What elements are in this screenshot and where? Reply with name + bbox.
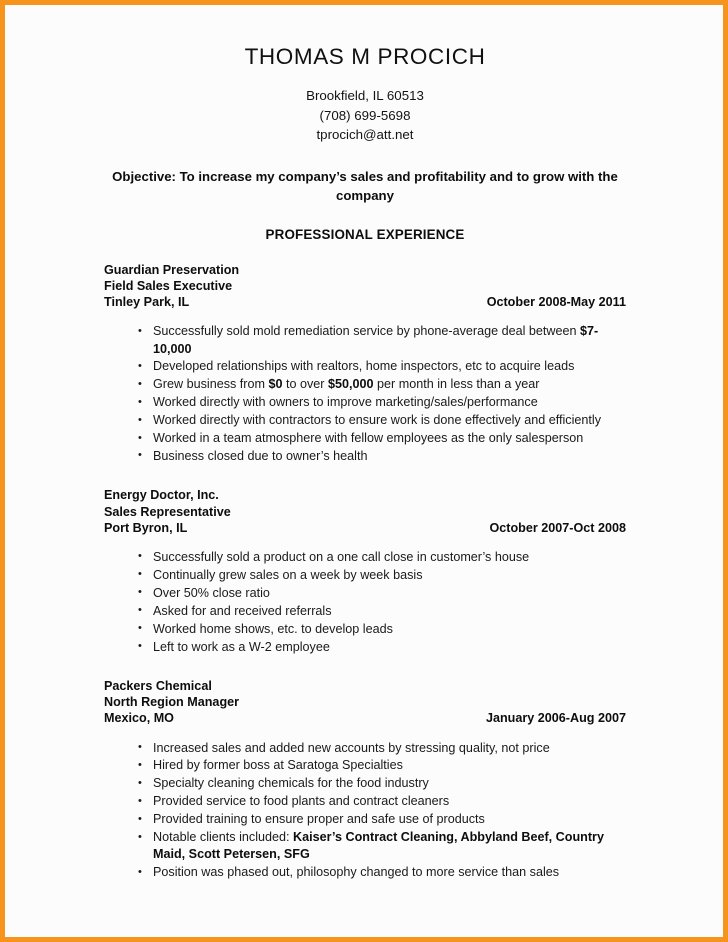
job-company: Packers Chemical xyxy=(104,678,212,693)
job-entry xyxy=(104,487,626,656)
bullet-text: Position was phased out, philosophy changed to more service than sales xyxy=(153,865,560,880)
contact-location: Brookfield, IL 60513 xyxy=(306,88,424,103)
bullet-text: Worked directly with owners to improve marketing/sales/performance xyxy=(153,395,538,410)
job-dates: October 2007-Oct 2008 xyxy=(489,520,626,535)
list-item xyxy=(104,829,626,864)
list-item xyxy=(104,864,626,881)
bullet-emphasis: $7-10,000 xyxy=(153,324,599,356)
objective-statement: Objective: To increase my company’s sales and profitability and to grow with the company xyxy=(112,168,618,203)
job-location: Tinley Park, IL xyxy=(104,294,190,309)
page-title: THOMAS M PROCICH xyxy=(244,44,486,69)
list-item xyxy=(104,448,626,465)
bullet-text: Hired by former boss at Saratoga Specialties xyxy=(153,758,403,773)
list-item xyxy=(104,323,626,358)
bullet-text: Left to work as a W-2 employee xyxy=(153,639,330,654)
list-item xyxy=(104,603,626,620)
list-item xyxy=(104,757,626,774)
resume-sheet xyxy=(5,5,723,937)
bullet-emphasis: $0 xyxy=(268,377,283,392)
list-item xyxy=(104,358,626,375)
bullet-text: Worked home shows, etc. to develop leads xyxy=(153,621,393,636)
list-item xyxy=(104,775,626,792)
list-item xyxy=(104,430,626,447)
list-item xyxy=(104,639,626,656)
bullet-text: Successfully sold a product on a one call close in customer’s house xyxy=(153,549,530,564)
job-location-date-row xyxy=(104,294,626,310)
resume-content xyxy=(104,43,626,882)
bullet-text: to over xyxy=(282,377,328,392)
resume-sections xyxy=(104,227,626,882)
job-bullet-list xyxy=(104,323,626,465)
list-item xyxy=(104,621,626,638)
list-item xyxy=(104,567,626,584)
bullet-text: Developed relationships with realtors, home inspectors, etc to acquire leads xyxy=(153,359,575,374)
bullet-text: Business closed due to owner’s health xyxy=(153,448,368,463)
list-item xyxy=(104,412,626,429)
job-location-date-row xyxy=(104,520,626,536)
bullet-emphasis: $50,000 xyxy=(328,377,374,392)
job-entry xyxy=(104,262,626,466)
bullet-text: Grew business from xyxy=(153,377,269,392)
bullet-text: per month in less than a year xyxy=(373,377,540,392)
job-title: Sales Representative xyxy=(104,504,231,519)
bullet-text: Provided training to ensure proper and safe use of products xyxy=(153,812,485,827)
bullet-text: Notable clients included: xyxy=(153,830,294,845)
list-item xyxy=(104,585,626,602)
section-heading: PROFESSIONAL EXPERIENCE xyxy=(265,226,465,242)
contact-phone: (708) 699-5698 xyxy=(319,107,411,123)
job-bullet-list xyxy=(104,549,626,656)
job-entry xyxy=(104,678,626,882)
job-location-date-row xyxy=(104,710,626,726)
bullet-text: Specialty cleaning chemicals for the food industry xyxy=(153,776,429,791)
bullet-text: Continually grew sales on a week by week basis xyxy=(153,567,423,582)
list-item xyxy=(104,394,626,411)
list-item xyxy=(104,376,626,393)
bullet-text: Worked directly with contractors to ensure work is done effectively and efficiently xyxy=(153,413,601,428)
list-item xyxy=(104,793,626,810)
contact-email: tprocich@att.net xyxy=(316,127,414,142)
job-location: Mexico, MO xyxy=(104,711,174,726)
job-location: Port Byron, IL xyxy=(104,520,188,535)
bullet-text: Successfully sold mold remediation service by phone-average deal between xyxy=(153,324,581,339)
job-bullet-list xyxy=(104,740,626,882)
bullet-text: Provided service to food plants and contract cleaners xyxy=(153,794,450,809)
bullet-text: Worked in a team atmosphere with fellow employees as the only salesperson xyxy=(153,431,584,446)
job-company: Guardian Preservation xyxy=(104,262,240,277)
job-dates: October 2008-May 2011 xyxy=(486,294,626,309)
job-dates: January 2006-Aug 2007 xyxy=(485,711,626,726)
job-title: Field Sales Executive xyxy=(104,278,233,293)
bullet-text: Increased sales and added new accounts by stressing quality, not price xyxy=(153,740,550,755)
bullet-text: Over 50% close ratio xyxy=(153,585,270,600)
job-company: Energy Doctor, Inc. xyxy=(104,488,219,503)
bullet-emphasis: Kaiser’s Contract Cleaning, Abbyland Beef, Country Maid, Scott Petersen, SFG xyxy=(153,830,604,862)
list-item xyxy=(104,549,626,566)
bullet-text: Asked for and received referrals xyxy=(153,603,332,618)
list-item xyxy=(104,811,626,828)
job-title: North Region Manager xyxy=(104,695,240,710)
list-item xyxy=(104,740,626,757)
